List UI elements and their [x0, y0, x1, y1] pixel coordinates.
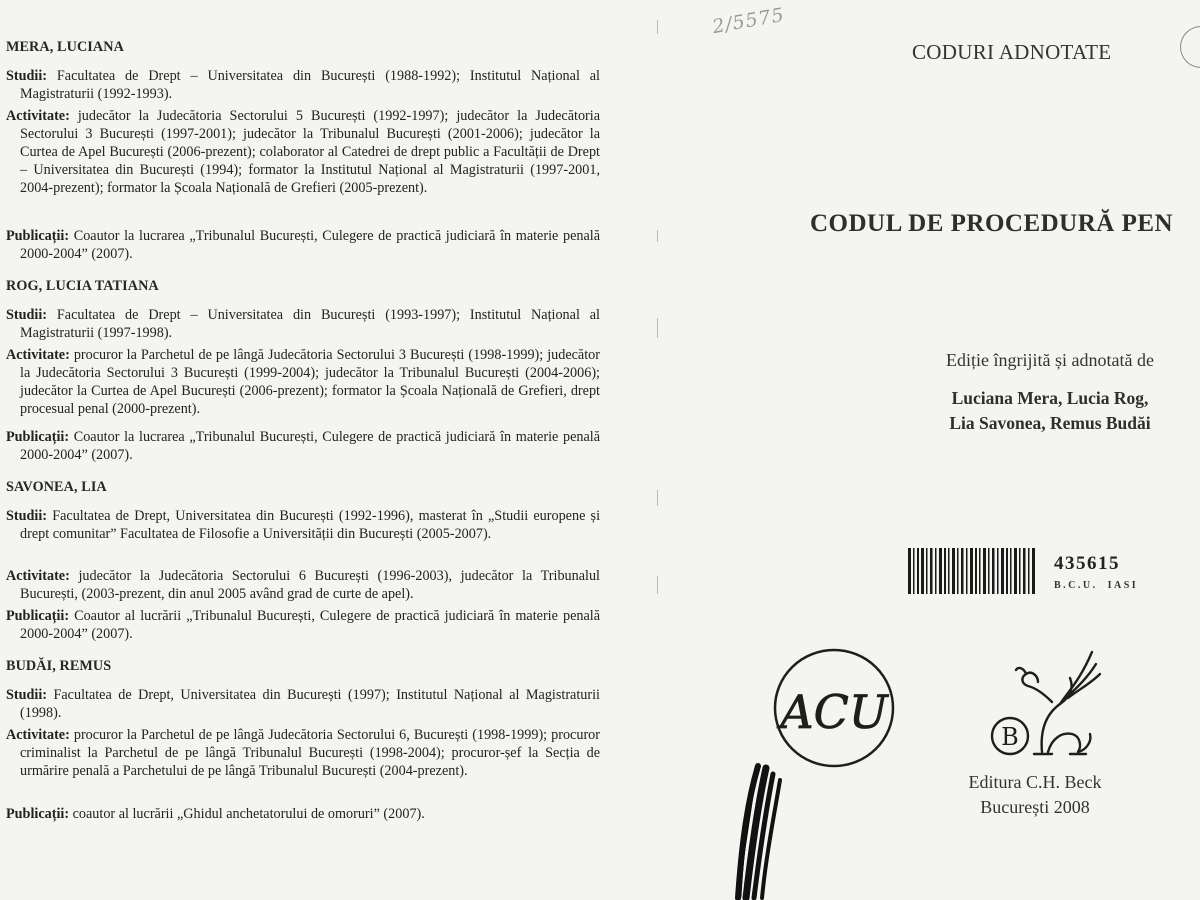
- acu-stamp-text: ACU: [780, 685, 888, 739]
- scan-smudge-mark: [728, 760, 798, 900]
- author-activitate: Activitate: judecător la Judecătoria Sectorului 5 București (1992-1997); judecător la Judecătoria Sectorului 3 București (1997-2001); judecător la Tribunalul București (2001-2006); judecător la Curtea de Apel București (2006-prezent); colaborator al Catedrei de drept public a Facultății de Drept – Universitatea din București (1994); formator la Institutul Național al Magistraturii (1997-2001, 2004-prezent); formator la Școala Națională de Grefieri (2005-prezent).: [6, 108, 600, 196]
- author-activitate: Activitate: procuror la Parchetul de pe lângă Judecătoria Sectorului 3 București (1998-1999); judecător la Judecătoria Sectorului 3 București (1999-2004); judecător la Tribunalul București (2004-2006); judecător la Curtea de Apel București (2006-prezent); formator la Școala Națională de Grefieri, drept procesual penal (2000-prezent).: [6, 347, 600, 417]
- publisher-city-year: București 2008: [980, 797, 1090, 817]
- author-publicatii: Publicații: coautor al lucrării „Ghidul anchetatorului de omoruri” (2007).: [6, 806, 425, 822]
- spine-mark: [657, 20, 658, 34]
- spine-mark: [657, 490, 658, 506]
- beck-griffin-logo-icon: [982, 642, 1106, 764]
- barcode-library-label: B.C.U. IASI: [1054, 580, 1139, 591]
- author-name: BUDĂI, REMUS: [6, 658, 112, 674]
- author-name: MERA, LUCIANA: [6, 39, 124, 55]
- author-studii: Studii: Facultatea de Drept – Universitatea din București (1993-1997); Institutul Național al Magistraturii (1997-1998).: [6, 307, 600, 341]
- acu-stamp-icon: [770, 646, 900, 774]
- author-publicatii: Publicații: Coautor la lucrarea „Tribunalul București, Culegere de practică judiciară în materie penală 2000-2004” (2007).: [6, 228, 601, 262]
- beck-logo-letter: B: [1001, 723, 1019, 751]
- author-name: SAVONEA, LIA: [6, 479, 107, 495]
- author-activitate: Activitate: judecător la Judecătoria Sectorului 6 București (1996-2003), judecător la Tribunalul București, (2003-prezent, din anul 2005 având grad de curte de apel).: [6, 568, 601, 602]
- spine-mark: [657, 318, 658, 338]
- publisher-name: Editura C.H. Beck: [968, 772, 1102, 792]
- editors-line-2: Lia Savonea, Remus Budăi: [949, 413, 1151, 433]
- barcode-icon: [908, 548, 1038, 594]
- author-publicatii: Publicații: Coautor al lucrării „Tribunalul București, Culegere de practică judiciară în materie penală 2000-2004” (2007).: [6, 608, 600, 642]
- series-title: CODURI ADNOTATE: [912, 40, 1112, 64]
- spine-mark: [657, 576, 658, 594]
- barcode-number: 435615: [1054, 553, 1120, 574]
- author-activitate: Activitate: procuror la Parchetul de pe lângă Judecătoria Sectorului 6, București (1998-1999); procuror criminalist la Parchetul de pe lângă Tribunalul București (1998-2004); procuror-șef la Secția de urmărire penală a Parchetului de pe lângă Tribunalul București (2004-prezent).: [6, 727, 600, 779]
- handwritten-inventory-note: 2/5575: [710, 3, 787, 39]
- book-title: CODUL DE PROCEDURĂ PEN: [810, 210, 1174, 237]
- author-studii: Studii: Facultatea de Drept – Universitatea din București (1988-1992); Institutul Național al Magistraturii (1992-1993).: [6, 68, 600, 102]
- editors-line-1: Luciana Mera, Lucia Rog,: [951, 388, 1149, 408]
- author-studii: Studii: Facultatea de Drept, Universitatea din București (1997); Institutul Național al Magistraturii (1998).: [6, 687, 600, 721]
- book-spine-gutter: [657, 0, 667, 900]
- author-studii: Studii: Facultatea de Drept, Universitatea din București (1992-1996), masterat în „Studii europene și drept comunitar” Facultatea de Filosofie a Universității din București (2005-2007).: [6, 508, 601, 542]
- author-name: ROG, LUCIA TATIANA: [6, 278, 159, 294]
- editors: [860, 386, 1200, 436]
- publisher: [940, 770, 1130, 820]
- spine-mark: [657, 230, 658, 242]
- edition-line: Ediție îngrijită și adnotată de: [946, 350, 1154, 370]
- author-publicatii: Publicații: Coautor la lucrarea „Tribunalul București, Culegere de practică judiciară în materie penală 2000-2004” (2007).: [6, 429, 601, 463]
